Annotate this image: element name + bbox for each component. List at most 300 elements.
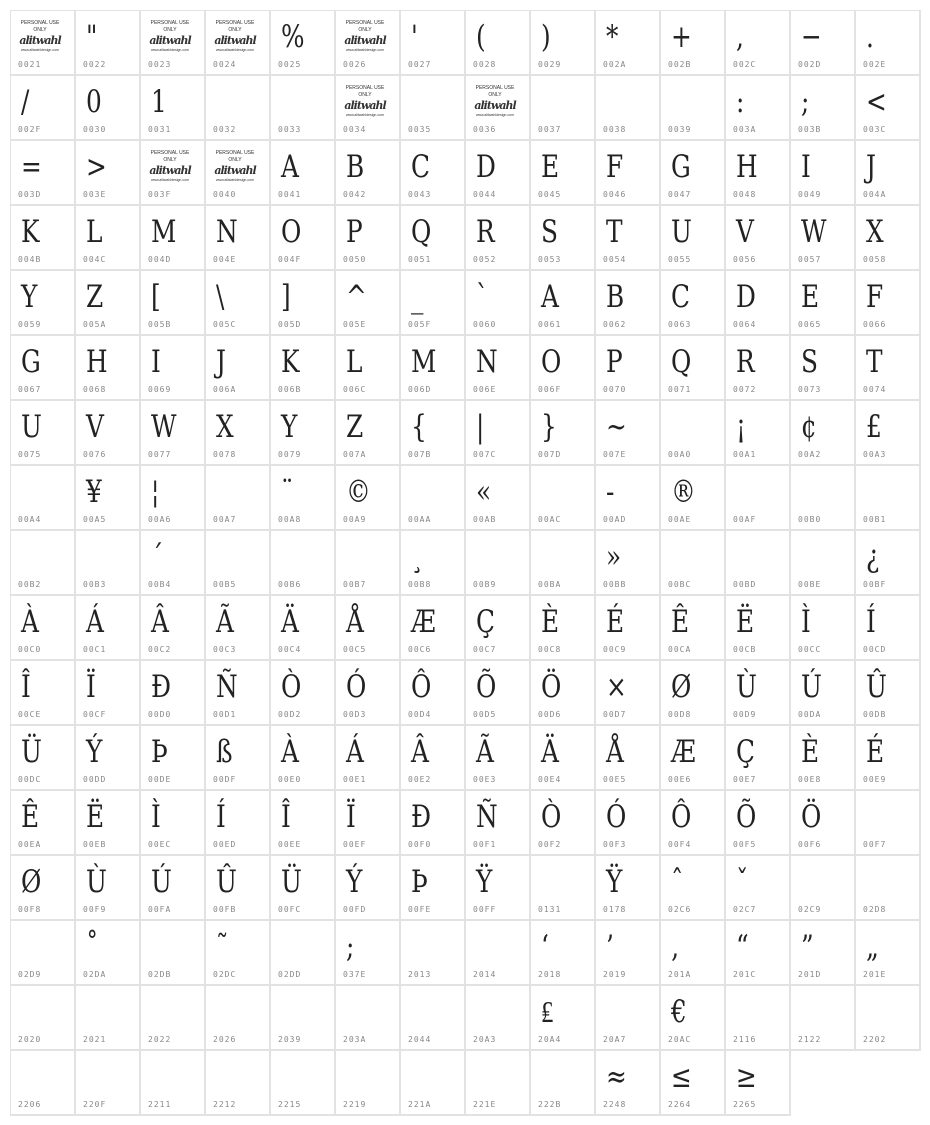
glyph-cell-2212[interactable]	[206, 1051, 271, 1116]
glyph-cell-0041[interactable]	[271, 141, 336, 206]
glyph-code: 00E3	[473, 775, 497, 784]
glyph-cell-0057[interactable]	[791, 206, 856, 271]
glyph-cell-0022[interactable]	[76, 11, 141, 76]
glyph-cell-0045[interactable]	[531, 141, 596, 206]
glyph-cell-00DB[interactable]	[856, 661, 921, 726]
glyph-cell-2116[interactable]	[726, 986, 791, 1051]
glyph-cell-00FD[interactable]	[336, 856, 401, 921]
glyph-cell-00D8[interactable]	[661, 661, 726, 726]
glyph-cell-007A[interactable]	[336, 401, 401, 466]
glyph-cell-0024[interactable]	[206, 11, 271, 76]
glyph-cell-003C[interactable]	[856, 76, 921, 141]
glyph-cell-00B0[interactable]	[791, 466, 856, 531]
glyph-cell-00D0[interactable]	[141, 661, 206, 726]
glyph-preview: Ü	[21, 734, 42, 770]
glyph-cell-0064[interactable]	[726, 271, 791, 336]
glyph-cell-0079[interactable]	[271, 401, 336, 466]
glyph-cell-2264[interactable]	[661, 1051, 726, 1116]
glyph-cell-00E1[interactable]	[336, 726, 401, 791]
glyph-cell-2248[interactable]	[596, 1051, 661, 1116]
glyph-cell-0073[interactable]	[791, 336, 856, 401]
glyph-cell-004E[interactable]	[206, 206, 271, 271]
glyph-cell-003F[interactable]	[141, 141, 206, 206]
glyph-cell-006C[interactable]	[336, 336, 401, 401]
glyph-code: 00BA	[538, 580, 562, 589]
glyph-cell-004F[interactable]	[271, 206, 336, 271]
glyph-preview: −	[801, 19, 822, 55]
glyph-cell-00A8[interactable]	[271, 466, 336, 531]
watermark-text: www.alitwahldesign.com	[151, 178, 189, 182]
glyph-preview: È	[541, 604, 560, 640]
glyph-cell-0032[interactable]	[206, 76, 271, 141]
glyph-code: 2013	[408, 970, 432, 979]
glyph-cell-00EE[interactable]	[271, 791, 336, 856]
glyph-code: 00C3	[213, 645, 237, 654]
glyph-cell-00A3[interactable]	[856, 401, 921, 466]
glyph-cell-00DA[interactable]	[791, 661, 856, 726]
glyph-cell-006E[interactable]	[466, 336, 531, 401]
glyph-cell-20A4[interactable]	[531, 986, 596, 1051]
glyph-preview: «	[476, 474, 492, 510]
glyph-code: 004B	[18, 255, 42, 264]
glyph-cell-0059[interactable]	[11, 271, 76, 336]
glyph-cell-2018[interactable]	[531, 921, 596, 986]
glyph-cell-00F1[interactable]	[466, 791, 531, 856]
glyph-cell-00B3[interactable]	[76, 531, 141, 596]
watermark-text: alitwahl	[474, 99, 516, 112]
glyph-cell-002F[interactable]	[11, 76, 76, 141]
glyph-cell-0033[interactable]	[271, 76, 336, 141]
glyph-cell-2013[interactable]	[401, 921, 466, 986]
glyph-cell-0077[interactable]	[141, 401, 206, 466]
glyph-cell-00BF[interactable]	[856, 531, 921, 596]
glyph-cell-0063[interactable]	[661, 271, 726, 336]
glyph-cell-00AA[interactable]	[401, 466, 466, 531]
glyph-cell-220F[interactable]	[76, 1051, 141, 1116]
glyph-cell-00FB[interactable]	[206, 856, 271, 921]
glyph-code: 0036	[473, 125, 497, 134]
glyph-cell-005C[interactable]	[206, 271, 271, 336]
glyph-cell-00B8[interactable]	[401, 531, 466, 596]
glyph-cell-0031[interactable]	[141, 76, 206, 141]
glyph-cell-0069[interactable]	[141, 336, 206, 401]
glyph-code: 0048	[733, 190, 757, 199]
glyph-cell-004D[interactable]	[141, 206, 206, 271]
glyph-cell-00CC[interactable]	[791, 596, 856, 661]
glyph-cell-00F8[interactable]	[11, 856, 76, 921]
glyph-cell-0131[interactable]	[531, 856, 596, 921]
glyph-cell-00A0[interactable]	[661, 401, 726, 466]
glyph-cell-00B9[interactable]	[466, 531, 531, 596]
glyph-cell-00FE[interactable]	[401, 856, 466, 921]
glyph-cell-00D4[interactable]	[401, 661, 466, 726]
glyph-cell-00CA[interactable]	[661, 596, 726, 661]
glyph-cell-037E[interactable]	[336, 921, 401, 986]
glyph-preview: Z	[86, 279, 104, 315]
glyph-cell-2219[interactable]	[336, 1051, 401, 1116]
glyph-cell-0038[interactable]	[596, 76, 661, 141]
glyph-cell-007E[interactable]	[596, 401, 661, 466]
glyph-code: 00D0	[148, 710, 172, 719]
glyph-preview: X	[216, 409, 234, 445]
glyph-cell-00BB[interactable]	[596, 531, 661, 596]
glyph-cell-00E6[interactable]	[661, 726, 726, 791]
glyph-code: 007B	[408, 450, 432, 459]
glyph-cell-006B[interactable]	[271, 336, 336, 401]
glyph-preview: Á	[86, 604, 104, 640]
glyph-cell-00A2[interactable]	[791, 401, 856, 466]
glyph-preview: "	[86, 19, 98, 55]
glyph-cell-003D[interactable]	[11, 141, 76, 206]
glyph-cell-0078[interactable]	[206, 401, 271, 466]
glyph-code: 0022	[83, 60, 107, 69]
glyph-cell-004C[interactable]	[76, 206, 141, 271]
glyph-cell-00A1[interactable]	[726, 401, 791, 466]
glyph-cell-0178[interactable]	[596, 856, 661, 921]
glyph-cell-00D1[interactable]	[206, 661, 271, 726]
glyph-cell-0074[interactable]	[856, 336, 921, 401]
glyph-cell-005F[interactable]	[401, 271, 466, 336]
glyph-cell-02DC[interactable]	[206, 921, 271, 986]
glyph-preview: (	[476, 19, 486, 55]
glyph-cell-00B1[interactable]	[856, 466, 921, 531]
glyph-cell-00C3[interactable]	[206, 596, 271, 661]
glyph-cell-00F3[interactable]	[596, 791, 661, 856]
glyph-cell-2022[interactable]	[141, 986, 206, 1051]
glyph-cell-02C6[interactable]	[661, 856, 726, 921]
glyph-cell-005A[interactable]	[76, 271, 141, 336]
watermark-text: www.alitwahldesign.com	[21, 48, 59, 52]
glyph-cell-00C4[interactable]	[271, 596, 336, 661]
glyph-code: 221E	[473, 1100, 497, 1109]
glyph-code: 00E0	[278, 775, 302, 784]
glyph-cell-003A[interactable]	[726, 76, 791, 141]
glyph-cell-00B6[interactable]	[271, 531, 336, 596]
glyph-cell-0047[interactable]	[661, 141, 726, 206]
glyph-cell-00AB[interactable]	[466, 466, 531, 531]
glyph-cell-2021[interactable]	[76, 986, 141, 1051]
glyph-cell-00EF[interactable]	[336, 791, 401, 856]
glyph-code: 00A5	[83, 515, 107, 524]
glyph-cell-2211[interactable]	[141, 1051, 206, 1116]
glyph-cell-00D3[interactable]	[336, 661, 401, 726]
personal-use-watermark	[16, 20, 64, 53]
glyph-code: 0077	[148, 450, 172, 459]
glyph-cell-00DC[interactable]	[11, 726, 76, 791]
glyph-cell-006F[interactable]	[531, 336, 596, 401]
glyph-cell-007B[interactable]	[401, 401, 466, 466]
glyph-code: 005E	[343, 320, 367, 329]
glyph-cell-00E0[interactable]	[271, 726, 336, 791]
glyph-cell-20AC[interactable]	[661, 986, 726, 1051]
glyph-code: 201E	[863, 970, 887, 979]
glyph-cell-00A4[interactable]	[11, 466, 76, 531]
glyph-cell-00AE[interactable]	[661, 466, 726, 531]
glyph-cell-002B[interactable]	[661, 11, 726, 76]
glyph-code: 007C	[473, 450, 497, 459]
glyph-cell-00C0[interactable]	[11, 596, 76, 661]
glyph-cell-0060[interactable]	[466, 271, 531, 336]
glyph-cell-02DA[interactable]	[76, 921, 141, 986]
glyph-cell-00AC[interactable]	[531, 466, 596, 531]
glyph-cell-00E7[interactable]	[726, 726, 791, 791]
glyph-cell-00C6[interactable]	[401, 596, 466, 661]
glyph-cell-00CE[interactable]	[11, 661, 76, 726]
glyph-code: 00B4	[148, 580, 172, 589]
glyph-cell-00AF[interactable]	[726, 466, 791, 531]
glyph-cell-0046[interactable]	[596, 141, 661, 206]
glyph-cell-0034[interactable]	[336, 76, 401, 141]
glyph-cell-00C2[interactable]	[141, 596, 206, 661]
glyph-cell-0052[interactable]	[466, 206, 531, 271]
glyph-code: 0058	[863, 255, 887, 264]
glyph-cell-0028[interactable]	[466, 11, 531, 76]
glyph-cell-0050[interactable]	[336, 206, 401, 271]
glyph-cell-00BC[interactable]	[661, 531, 726, 596]
glyph-cell-00F6[interactable]	[791, 791, 856, 856]
glyph-cell-0027[interactable]	[401, 11, 466, 76]
glyph-cell-0056[interactable]	[726, 206, 791, 271]
glyph-preview: K	[21, 214, 40, 250]
glyph-cell-00BE[interactable]	[791, 531, 856, 596]
glyph-code: 00E1	[343, 775, 367, 784]
glyph-preview: ≥	[736, 1059, 757, 1095]
glyph-cell-00C1[interactable]	[76, 596, 141, 661]
glyph-preview: Ü	[281, 864, 302, 900]
glyph-cell-0048[interactable]	[726, 141, 791, 206]
glyph-cell-02D9[interactable]	[11, 921, 76, 986]
glyph-cell-00E3[interactable]	[466, 726, 531, 791]
glyph-cell-00C9[interactable]	[596, 596, 661, 661]
glyph-cell-00D2[interactable]	[271, 661, 336, 726]
glyph-cell-00C7[interactable]	[466, 596, 531, 661]
glyph-code: 004C	[83, 255, 107, 264]
glyph-cell-00CD[interactable]	[856, 596, 921, 661]
glyph-preview: +	[671, 19, 692, 55]
glyph-cell-002A[interactable]	[596, 11, 661, 76]
glyph-cell-00FF[interactable]	[466, 856, 531, 921]
glyph-cell-00EA[interactable]	[11, 791, 76, 856]
glyph-cell-0070[interactable]	[596, 336, 661, 401]
glyph-preview: Ý	[86, 734, 103, 770]
glyph-cell-00DF[interactable]	[206, 726, 271, 791]
glyph-cell-0030[interactable]	[76, 76, 141, 141]
glyph-cell-2014[interactable]	[466, 921, 531, 986]
glyph-cell-221E[interactable]	[466, 1051, 531, 1116]
glyph-cell-0049[interactable]	[791, 141, 856, 206]
glyph-cell-00A7[interactable]	[206, 466, 271, 531]
glyph-cell-0053[interactable]	[531, 206, 596, 271]
glyph-cell-2215[interactable]	[271, 1051, 336, 1116]
glyph-cell-2202[interactable]	[856, 986, 921, 1051]
glyph-cell-002D[interactable]	[791, 11, 856, 76]
glyph-cell-00CF[interactable]	[76, 661, 141, 726]
glyph-cell-005E[interactable]	[336, 271, 401, 336]
glyph-cell-0051[interactable]	[401, 206, 466, 271]
glyph-cell-00E8[interactable]	[791, 726, 856, 791]
glyph-cell-005D[interactable]	[271, 271, 336, 336]
glyph-code: 00F3	[603, 840, 627, 849]
watermark-text: PERSONAL USE ONLY	[215, 20, 255, 33]
glyph-cell-00A5[interactable]	[76, 466, 141, 531]
glyph-cell-00CB[interactable]	[726, 596, 791, 661]
glyph-cell-0076[interactable]	[76, 401, 141, 466]
glyph-cell-00E2[interactable]	[401, 726, 466, 791]
glyph-cell-00D5[interactable]	[466, 661, 531, 726]
glyph-code: 0056	[733, 255, 757, 264]
glyph-preview: C	[671, 279, 690, 315]
glyph-code: 006D	[408, 385, 432, 394]
glyph-cell-00F4[interactable]	[661, 791, 726, 856]
glyph-cell-0043[interactable]	[401, 141, 466, 206]
glyph-cell-20A3[interactable]	[466, 986, 531, 1051]
glyph-code: 0043	[408, 190, 432, 199]
glyph-cell-2019[interactable]	[596, 921, 661, 986]
glyph-cell-0068[interactable]	[76, 336, 141, 401]
glyph-cell-02DD[interactable]	[271, 921, 336, 986]
glyph-cell-00B7[interactable]	[336, 531, 401, 596]
glyph-cell-0066[interactable]	[856, 271, 921, 336]
glyph-code: 00AB	[473, 515, 497, 524]
glyph-cell-00ED[interactable]	[206, 791, 271, 856]
watermark-text: alitwahl	[214, 164, 256, 177]
glyph-code: 2122	[798, 1035, 822, 1044]
glyph-cell-00F5[interactable]	[726, 791, 791, 856]
glyph-cell-0035[interactable]	[401, 76, 466, 141]
glyph-code: 2265	[733, 1100, 757, 1109]
glyph-cell-0061[interactable]	[531, 271, 596, 336]
glyph-cell-003B[interactable]	[791, 76, 856, 141]
glyph-code: 005D	[278, 320, 302, 329]
glyph-cell-2206[interactable]	[11, 1051, 76, 1116]
glyph-cell-00EB[interactable]	[76, 791, 141, 856]
glyph-cell-0037[interactable]	[531, 76, 596, 141]
glyph-code: 006A	[213, 385, 237, 394]
glyph-code: 0052	[473, 255, 497, 264]
glyph-cell-201E[interactable]	[856, 921, 921, 986]
glyph-cell-007D[interactable]	[531, 401, 596, 466]
glyph-cell-00B4[interactable]	[141, 531, 206, 596]
glyph-cell-0042[interactable]	[336, 141, 401, 206]
glyph-cell-00EC[interactable]	[141, 791, 206, 856]
glyph-cell-0021[interactable]	[11, 11, 76, 76]
glyph-cell-00D6[interactable]	[531, 661, 596, 726]
glyph-cell-003E[interactable]	[76, 141, 141, 206]
glyph-cell-006D[interactable]	[401, 336, 466, 401]
glyph-cell-00FA[interactable]	[141, 856, 206, 921]
glyph-cell-0072[interactable]	[726, 336, 791, 401]
glyph-cell-00FC[interactable]	[271, 856, 336, 921]
glyph-cell-0065[interactable]	[791, 271, 856, 336]
glyph-cell-2265[interactable]	[726, 1051, 791, 1116]
glyph-cell-201A[interactable]	[661, 921, 726, 986]
glyph-cell-0062[interactable]	[596, 271, 661, 336]
glyph-cell-0026[interactable]	[336, 11, 401, 76]
glyph-preview: 0	[86, 84, 102, 120]
glyph-cell-0044[interactable]	[466, 141, 531, 206]
glyph-cell-0055[interactable]	[661, 206, 726, 271]
glyph-cell-2026[interactable]	[206, 986, 271, 1051]
glyph-cell-2020[interactable]	[11, 986, 76, 1051]
glyph-cell-005B[interactable]	[141, 271, 206, 336]
glyph-cell-0058[interactable]	[856, 206, 921, 271]
glyph-cell-0067[interactable]	[11, 336, 76, 401]
glyph-cell-00F7[interactable]	[856, 791, 921, 856]
glyph-code: 0028	[473, 60, 497, 69]
personal-use-watermark	[146, 150, 194, 183]
glyph-cell-00BD[interactable]	[726, 531, 791, 596]
glyph-preview: Ã	[216, 604, 234, 640]
glyph-preview: Á	[346, 734, 364, 770]
glyph-preview: Î	[21, 669, 31, 705]
glyph-cell-0023[interactable]	[141, 11, 206, 76]
glyph-cell-0039[interactable]	[661, 76, 726, 141]
glyph-cell-007C[interactable]	[466, 401, 531, 466]
glyph-cell-00BA[interactable]	[531, 531, 596, 596]
glyph-cell-00A9[interactable]	[336, 466, 401, 531]
glyph-cell-00D9[interactable]	[726, 661, 791, 726]
glyph-preview: Đ	[151, 669, 172, 705]
glyph-cell-20A7[interactable]	[596, 986, 661, 1051]
glyph-cell-2039[interactable]	[271, 986, 336, 1051]
glyph-cell-00C8[interactable]	[531, 596, 596, 661]
glyph-cell-00B5[interactable]	[206, 531, 271, 596]
glyph-cell-00F2[interactable]	[531, 791, 596, 856]
glyph-cell-002C[interactable]	[726, 11, 791, 76]
glyph-cell-00F9[interactable]	[76, 856, 141, 921]
glyph-cell-02DB[interactable]	[141, 921, 206, 986]
glyph-cell-00F0[interactable]	[401, 791, 466, 856]
glyph-cell-00AD[interactable]	[596, 466, 661, 531]
glyph-cell-00D7[interactable]	[596, 661, 661, 726]
glyph-code: 2020	[18, 1035, 42, 1044]
glyph-cell-00C5[interactable]	[336, 596, 401, 661]
glyph-cell-2044[interactable]	[401, 986, 466, 1051]
glyph-cell-00DE[interactable]	[141, 726, 206, 791]
glyph-cell-221A[interactable]	[401, 1051, 466, 1116]
glyph-cell-004B[interactable]	[11, 206, 76, 271]
glyph-cell-0071[interactable]	[661, 336, 726, 401]
glyph-cell-02C7[interactable]	[726, 856, 791, 921]
glyph-cell-02C9[interactable]	[791, 856, 856, 921]
glyph-cell-0025[interactable]	[271, 11, 336, 76]
glyph-code: 0071	[668, 385, 692, 394]
glyph-code: 00A1	[733, 450, 757, 459]
glyph-cell-201D[interactable]	[791, 921, 856, 986]
glyph-cell-2122[interactable]	[791, 986, 856, 1051]
glyph-cell-00E9[interactable]	[856, 726, 921, 791]
glyph-cell-0029[interactable]	[531, 11, 596, 76]
glyph-cell-0040[interactable]	[206, 141, 271, 206]
glyph-cell-222B[interactable]	[531, 1051, 596, 1116]
glyph-cell-203A[interactable]	[336, 986, 401, 1051]
glyph-cell-00E4[interactable]	[531, 726, 596, 791]
glyph-cell-201C[interactable]	[726, 921, 791, 986]
glyph-cell-00A6[interactable]	[141, 466, 206, 531]
glyph-cell-02D8[interactable]	[856, 856, 921, 921]
glyph-cell-0075[interactable]	[11, 401, 76, 466]
glyph-cell-004A[interactable]	[856, 141, 921, 206]
glyph-code: 00EC	[148, 840, 172, 849]
glyph-cell-002E[interactable]	[856, 11, 921, 76]
glyph-cell-00E5[interactable]	[596, 726, 661, 791]
glyph-cell-00DD[interactable]	[76, 726, 141, 791]
glyph-cell-0036[interactable]	[466, 76, 531, 141]
glyph-cell-006A[interactable]	[206, 336, 271, 401]
glyph-cell-0054[interactable]	[596, 206, 661, 271]
glyph-cell-00B2[interactable]	[11, 531, 76, 596]
glyph-code: 00BF	[863, 580, 887, 589]
